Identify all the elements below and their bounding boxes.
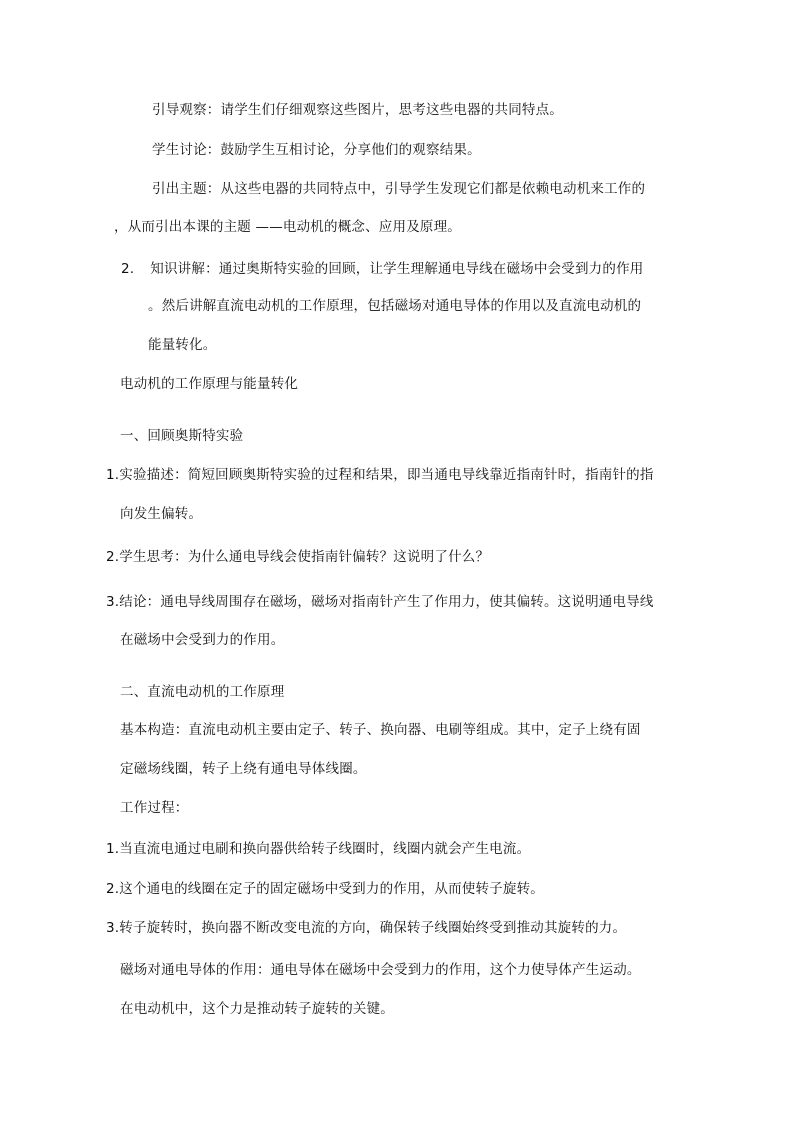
structure-paragraph-line2: 定磁场线圈，转子上绕有通电导体线圈。 (120, 761, 367, 777)
topic-paragraph-line2: ，从而引出本课的主题 ——电动机的概念、应用及原理。 (114, 219, 461, 235)
part2-heading: 二、直流电动机的工作原理 (120, 684, 285, 700)
process-step3: 3.转子旋转时，换向器不断改变电流的方向，确保转子线圈始终受到推动其旋转的力。 (106, 920, 627, 936)
knowledge-item-text: 知识讲解：通过奥斯特实验的回顾，让学生理解通电导线在磁场中会受到力的作用 (150, 261, 644, 277)
knowledge-item-line1 (121, 260, 643, 278)
field-paragraph-line1: 磁场对通电导体的作用：通电导体在磁场中会受到力的作用，这个力使导体产生运动。 (120, 962, 641, 978)
section-title: 电动机的工作原理与能量转化 (120, 376, 299, 392)
knowledge-item-number: 2. (121, 261, 135, 277)
part1-item3-line1: 3.结论：通电导线周围存在磁场，磁场对指南针产生了作用力，使其偏转。这说明通电导线 (106, 594, 654, 610)
part1-item3-line2: 在磁场中会受到力的作用。 (120, 632, 285, 648)
part1-item2: 2.学生思考：为什么通电导线会使指南针偏转？这说明了什么？ (106, 549, 490, 565)
structure-paragraph-line1: 基本构造：直流电动机主要由定子、转子、换向器、电刷等组成。其中，定子上绕有固 (120, 722, 641, 738)
part1-item1-line1: 1.实验描述：简短回顾奥斯特实验的过程和结果，即当通电导线靠近指南针时，指南针的指 (106, 467, 654, 483)
process-step1: 1.当直流电通过电刷和换向器供给转子线圈时，线圈内就会产生电流。 (106, 841, 531, 857)
process-step2: 2.这个通电的线圈在定子的固定磁场中受到力的作用，从而使转子旋转。 (106, 881, 544, 897)
process-label: 工作过程： (120, 800, 189, 816)
part1-item1-line2: 向发生偏转。 (120, 506, 203, 522)
student-discuss-paragraph: 学生讨论：鼓励学生互相讨论，分享他们的观察结果。 (152, 142, 481, 158)
topic-paragraph-line1: 引出主题：从这些电器的共同特点中，引导学生发现它们都是依赖电动机来工作的 (152, 181, 646, 197)
knowledge-item-line2: 。然后讲解直流电动机的工作原理，包括磁场对通电导体的作用以及直流电动机的 (148, 298, 642, 314)
knowledge-item-line3: 能量转化。 (148, 337, 217, 353)
part1-heading: 一、回顾奥斯特实验 (120, 428, 244, 444)
guide-observe-paragraph: 引导观察：请学生们仔细观察这些图片，思考这些电器的共同特点。 (152, 102, 563, 118)
field-paragraph-line2: 在电动机中，这个力是推动转子旋转的关键。 (120, 1001, 394, 1017)
